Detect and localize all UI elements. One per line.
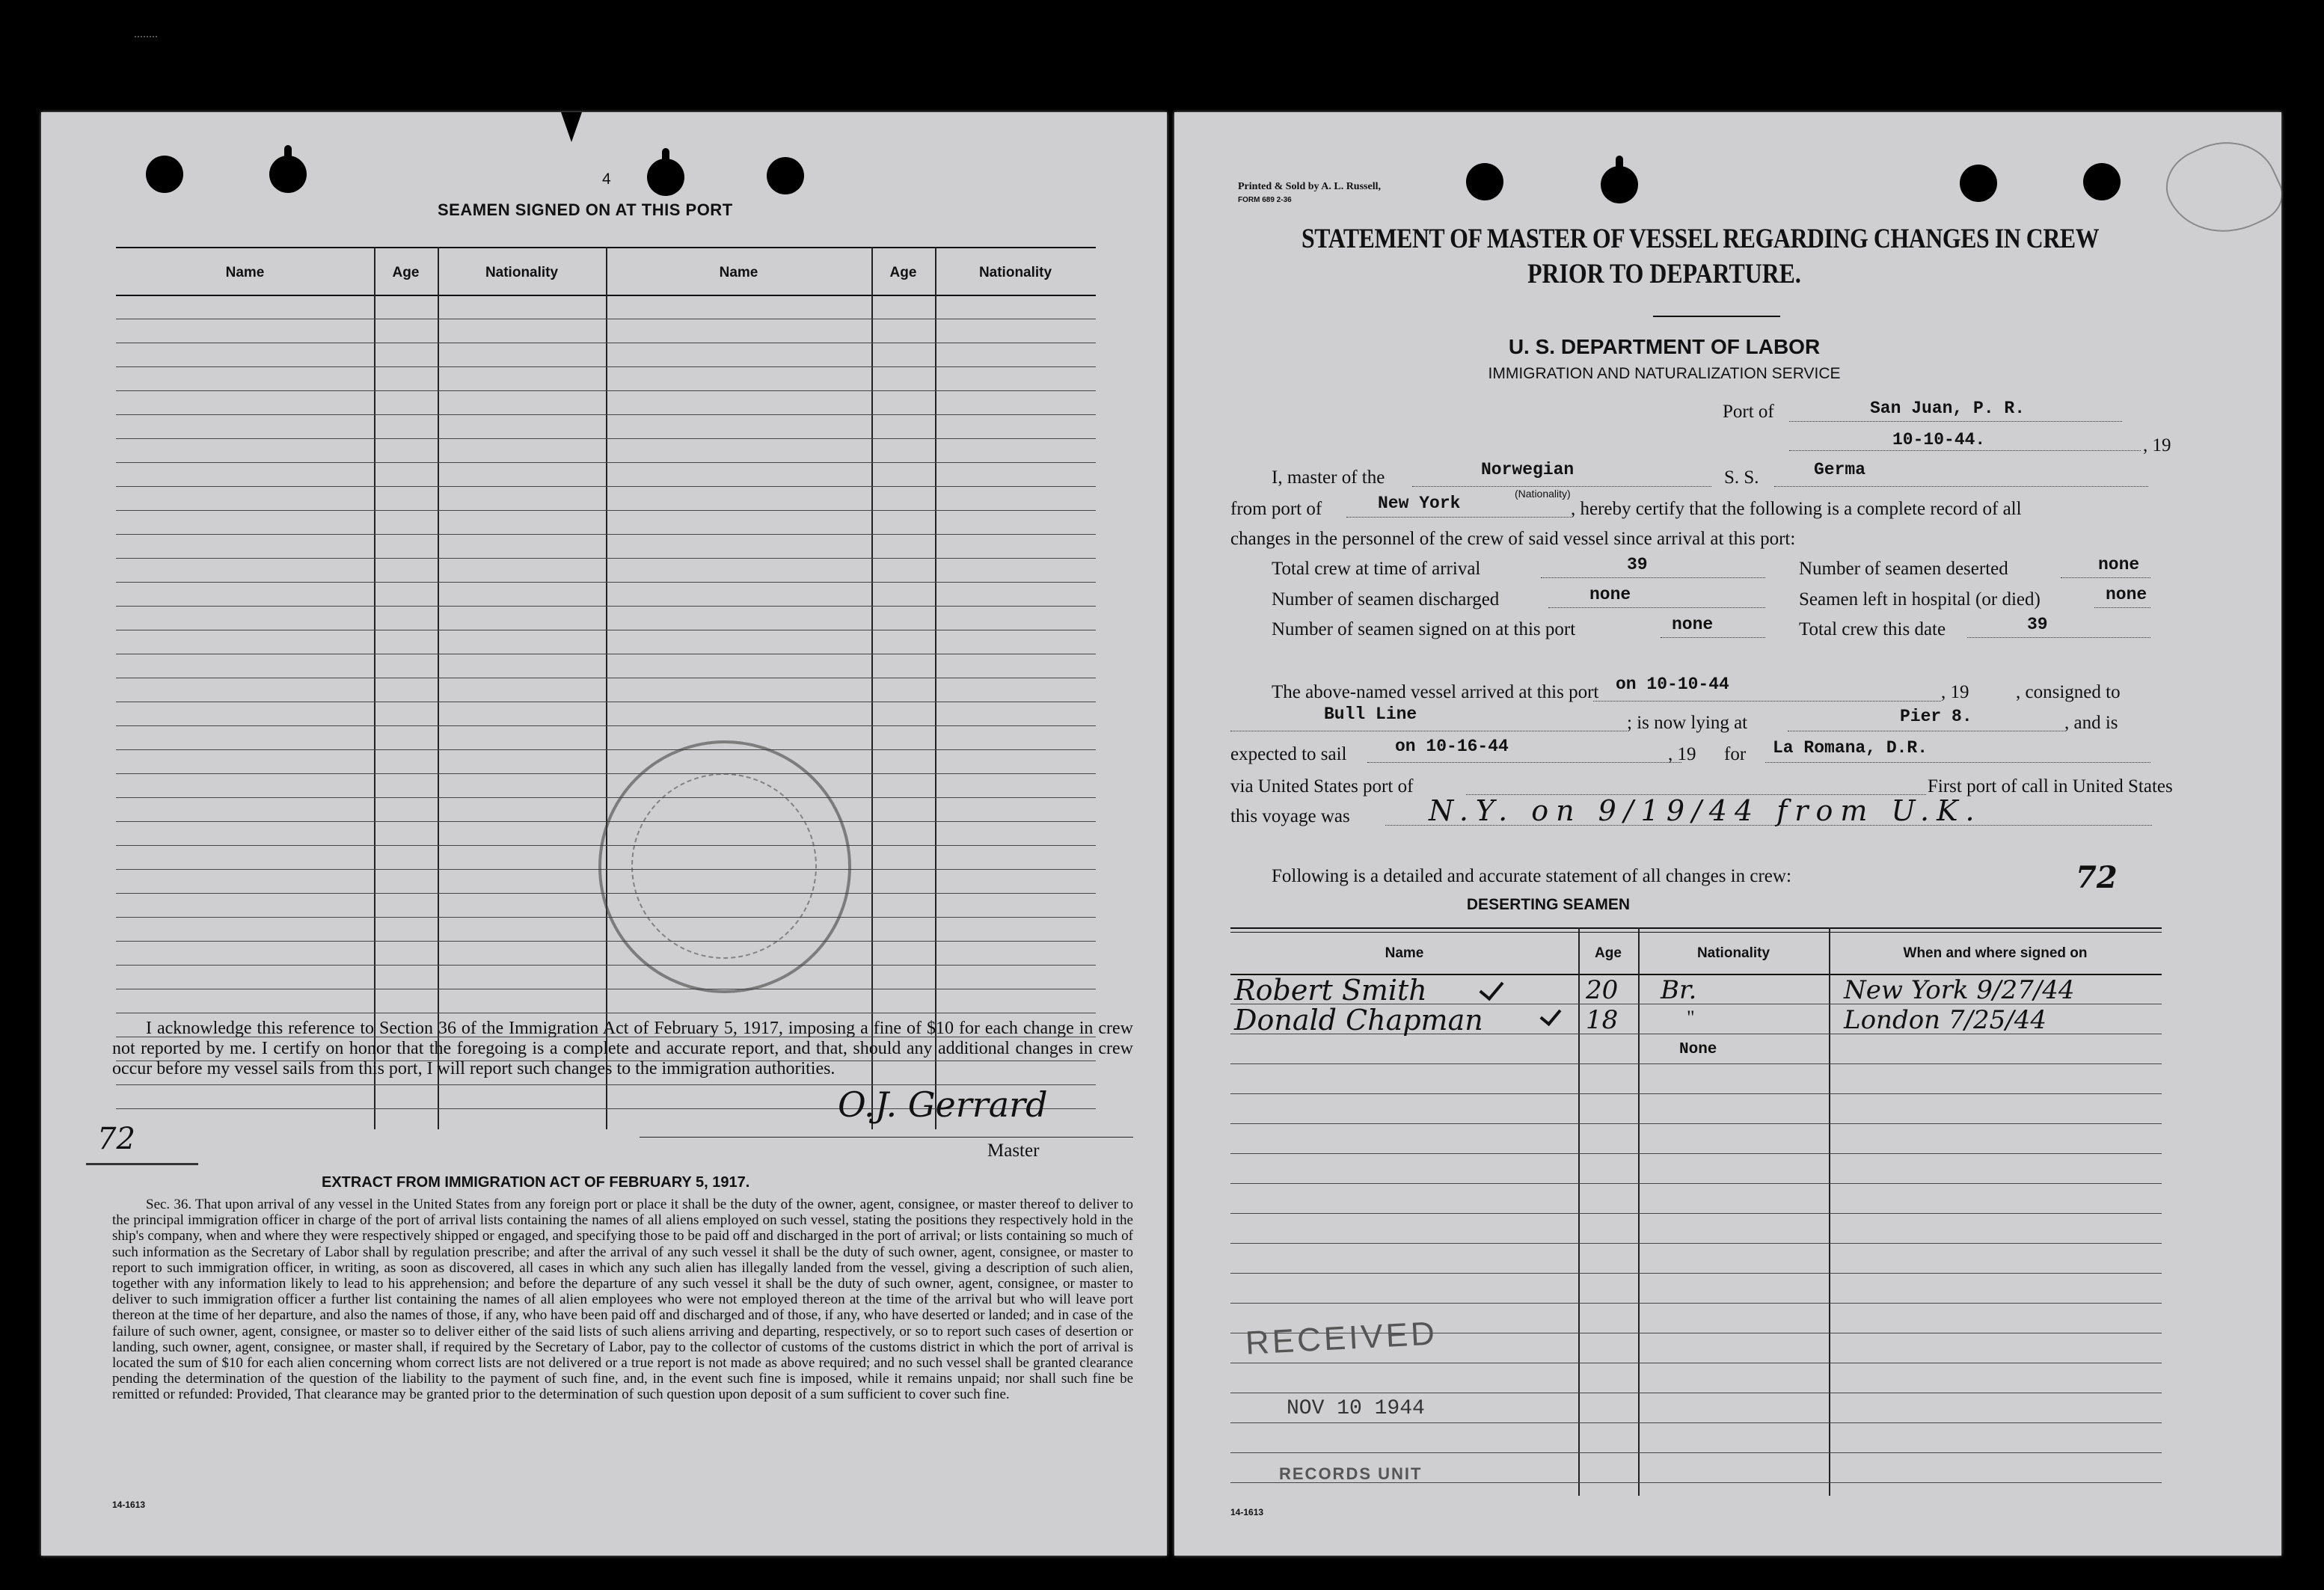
sail-date-field (1367, 762, 1681, 763)
table-row-line (116, 486, 1096, 487)
deserter-signed: New York 9/27/44 (1844, 975, 2075, 1005)
discharged-field (1548, 607, 1765, 608)
form-code: 14-1613 (112, 1500, 146, 1510)
vessel-value: Germa (1814, 460, 1866, 479)
torn-notch (561, 112, 582, 142)
margin-mark (86, 1163, 198, 1165)
deserter-age: 18 (1586, 1005, 1619, 1035)
column-header: Age (1595, 945, 1622, 961)
table-row-line (1230, 1452, 2162, 1453)
label-changes: changes in the personnel of the crew of said vessel since arrival at this port: (1230, 529, 1796, 549)
table-row-line (1230, 1093, 2162, 1094)
punch-hole (146, 156, 183, 193)
column-header: Age (889, 265, 917, 280)
consignee-value: Bull Line (1324, 705, 1417, 724)
table-row-line (116, 558, 1096, 559)
circular-stamp (598, 740, 851, 993)
column-header: Nationality (978, 265, 1052, 280)
master-signature: O.J. Gerrard (838, 1084, 1048, 1125)
none-entry: None (1679, 1041, 1717, 1058)
check-mark (1540, 1004, 1562, 1026)
date-field (1789, 450, 2141, 451)
table-row-line (116, 366, 1096, 367)
department: U. S. DEPARTMENT OF LABOR (1508, 335, 1821, 358)
signature-line (640, 1137, 1133, 1138)
table-row-line (116, 582, 1096, 583)
extract-title: EXTRACT FROM IMMIGRATION ACT OF FEBRUARY 5, 1917. (322, 1174, 750, 1191)
deserter-nationality: " (1687, 1007, 1695, 1028)
hospital-value: none (2106, 585, 2147, 604)
deserter-nationality: Br. (1661, 975, 1697, 1005)
corner-scribble (2155, 123, 2292, 253)
table-row-line (116, 773, 1096, 774)
from-port-value: New York (1378, 494, 1461, 513)
label-discharged: Number of seamen discharged (1272, 589, 1500, 610)
table-row-line (116, 510, 1096, 511)
column-header: Name (1385, 945, 1424, 961)
table-row-line (116, 941, 1096, 942)
label-following: Following is a detailed and accurate statement of all changes in crew: (1272, 866, 1791, 886)
table-row-line (116, 749, 1096, 750)
punch-hole (647, 159, 684, 196)
punch-hole (767, 157, 804, 194)
destination-value: La Romana, D.R. (1773, 738, 1928, 758)
deserter-name: Robert Smith (1234, 974, 1427, 1007)
label-signed-on: Number of seamen signed on at this port (1272, 619, 1576, 639)
column-header: Nationality (1696, 945, 1770, 961)
vessel-field (1774, 486, 2148, 487)
table-row-line (116, 414, 1096, 415)
table-row-line (1230, 1213, 2162, 1214)
table-row-line (1230, 1243, 2162, 1244)
nationality-hint: (Nationality) (1515, 488, 1571, 500)
punch-hole (1466, 163, 1503, 200)
nationality-value: Norwegian (1481, 460, 1575, 479)
destination-field (1765, 762, 2150, 763)
table-row-line (116, 917, 1096, 918)
acknowledgement-text: I acknowledge this reference to Section 36 of the Immigration Act of February 5, 1917, imposing a fine of $10 for each change in crew not reported by me. I certify on honor that the foregoing is a complete and accurate report, and that, should any additional changes in crew occur before my vessel sails from this port, I will report such changes to the immigration authorities. (112, 1019, 1133, 1078)
label-hereby: , hereby certify that the following is a complete record of all (1571, 499, 2022, 519)
table-row-line (116, 438, 1096, 439)
extract-text: Sec. 36. That upon arrival of any vessel in the United States from any foreign port or place it shall be the duty of the owner, agent, consignee, or master thereof to deliver to the principal immigration officer in charge of the port of arrival lists containing the names of all aliens employed on such vessel, stating the positions they respectively hold in the ship's company, when and where they were respectively shipped or engaged, and specifying those to be paid off and discharged in the port of arrival; or lists containing so much of such information as the Secretary of Labor shall by regulation prescribe; and after the arrival of any such vessel it shall be the duty of such owner, agent, consignee, or master to report to such immigration officer, in writing, as soon as discovered, all cases in which any such alien has illegally landed from the vessel, giving a description of such alien, together with any information likely to lead to his apprehension; and before the departure of any such vessel it shall be the duty of such owner, agent, consignee, or master to deliver to such immigration officer a further list containing the names of all alien employees who were not employed thereon at the time of the arrival but who will leave port thereon at the time of her departure, and also the names of those, if any, who have been paid off and discharged and of those, if any, who have deserted or landed; and in case of the failure of such owner, agent, consignee, or master so to deliver either of the said lists of such aliens arriving and departing, respectively, or so to report such cases of desertion or landing, such owner, agent, consignee, or master shall, if required by the Secretary of Labor, pay to the collector of customs of the customs district in which the port of arrival is located the sum of $10 for each alien concerning whom correct lists are not delivered or a true report is not made as above required; and no such vessel shall be granted clearance pending the determination of the question of the liability to the payment of such fine, and, in the event such fine is imposed, while it remains unpaid; nor shall such fine be remitted or refunded: Provided, That clearance may be granted prior to the determination of such question upon deposit of a sum sufficient to cover such fine. (112, 1197, 1133, 1403)
table-row-line (1230, 1153, 2162, 1154)
deserted-field (2061, 577, 2150, 578)
table-row-line (1230, 1183, 2162, 1184)
from-port-field (1346, 517, 1571, 518)
punch-hole (2083, 163, 2121, 200)
table-row-line (116, 797, 1096, 798)
label-for: for (1724, 744, 1747, 764)
section-title: SEAMEN SIGNED ON AT THIS PORT (438, 200, 733, 219)
page-marker: 72 (2076, 860, 2118, 895)
right-page (1174, 112, 2281, 1556)
total-arrival-value: 39 (1627, 555, 1648, 574)
table-row-line (1230, 1063, 2162, 1064)
port-value: San Juan, P. R. (1870, 399, 2026, 418)
table-row-line (1230, 1422, 2162, 1423)
arrival-field (1593, 701, 1941, 702)
deserting-title: DESERTING SEAMEN (1466, 896, 1631, 913)
label-arrived: The above-named vessel arrived at this port (1272, 682, 1599, 702)
deserter-age: 20 (1586, 975, 1619, 1005)
printer-credit: Printed & Sold by A. L. Russell, (1238, 181, 1381, 192)
deserted-value: none (2098, 555, 2140, 574)
discharged-value: none (1589, 585, 1631, 604)
margin-note: 72 (97, 1122, 135, 1156)
column-header: Name (719, 265, 758, 280)
signed-on-field (1661, 637, 1765, 638)
table-row-line (116, 606, 1096, 607)
table-row-line (116, 462, 1096, 463)
table-row-line (1230, 1123, 2162, 1124)
form-number: FORM 689 2-36 (1238, 196, 1292, 204)
table-row-line (116, 390, 1096, 391)
label-year: , 19 (2143, 435, 2171, 455)
label-from-port: from port of (1230, 499, 1322, 519)
table-row-line (1230, 1273, 2162, 1274)
arrival-value: on 10-10-44 (1616, 675, 1729, 694)
form-code: 14-1613 (1230, 1507, 1264, 1517)
column-header: Nationality (485, 265, 559, 280)
total-date-value: 39 (2027, 615, 2048, 634)
port-field (1789, 421, 2122, 422)
column-header: Name (225, 265, 265, 280)
punch-hole (1601, 166, 1638, 203)
deserter-name: Donald Chapman (1234, 1004, 1483, 1037)
punch-hole (269, 156, 307, 193)
label-ss: S. S. (1724, 467, 1759, 488)
total-arrival-field (1541, 577, 1765, 578)
label-now-lying: ; is now lying at (1627, 713, 1748, 733)
label-expected: expected to sail (1230, 744, 1347, 764)
total-date-field (1967, 637, 2150, 638)
column-header: When and where signed on (1903, 945, 2088, 961)
form-title-line1: STATEMENT OF MASTER OF VESSEL REGARDING CHANGES IN CREW (1301, 224, 2100, 254)
label-total-date: Total crew this date (1799, 619, 1946, 639)
sail-date-value: on 10-16-44 (1395, 737, 1509, 756)
received-date: NOV 10 1944 (1287, 1397, 1425, 1420)
label-year: , 19 (1668, 744, 1696, 764)
deserter-signed: London 7/25/44 (1844, 1005, 2046, 1035)
label-via: via United States port of (1230, 776, 1414, 796)
date-value: 10-10-44. (1892, 430, 1986, 449)
records-unit-stamp: RECORDS UNIT (1279, 1464, 1423, 1483)
label-and-is: , and is (2064, 713, 2118, 733)
table-row-line (116, 725, 1096, 726)
label-hospital: Seamen left in hospital (or died) (1799, 589, 2041, 610)
signed-on-value: none (1672, 615, 1714, 634)
pier-value: Pier 8. (1900, 707, 1972, 726)
page-number: 4 (602, 171, 611, 188)
title-rule (1653, 316, 1780, 317)
label-port: Port of (1723, 402, 1774, 422)
label-total-arrival: Total crew at time of arrival (1272, 559, 1481, 579)
received-stamp: RECEIVED (1244, 1315, 1439, 1362)
label-year: , 19 (1941, 682, 1969, 702)
punch-hole (1960, 165, 1997, 202)
table-row-line (1230, 1303, 2162, 1304)
column-header: Age (392, 265, 420, 280)
first-port-value: N.Y. on 9/19/44 from U.K. (1429, 794, 1982, 827)
form-title-line2: PRIOR TO DEPARTURE. (1527, 259, 1801, 289)
table-row-line (116, 534, 1096, 535)
label-master: I, master of the (1272, 467, 1385, 488)
left-page (41, 112, 1167, 1556)
table-row-line (116, 965, 1096, 966)
check-mark (1479, 975, 1503, 1001)
top-specks (135, 36, 157, 40)
label-first-port: First port of call in United States (1928, 776, 2173, 796)
signature-caption: Master (987, 1141, 1040, 1161)
seamen-signed-table (116, 247, 1096, 1129)
hospital-field (2094, 607, 2150, 608)
service: IMMIGRATION AND NATURALIZATION SERVICE (1488, 365, 1841, 382)
label-consigned: , consigned to (2016, 682, 2121, 702)
nationality-field (1412, 486, 1711, 487)
label-deserted: Number of seamen deserted (1799, 559, 2008, 579)
label-this-voyage: this voyage was (1230, 806, 1350, 826)
